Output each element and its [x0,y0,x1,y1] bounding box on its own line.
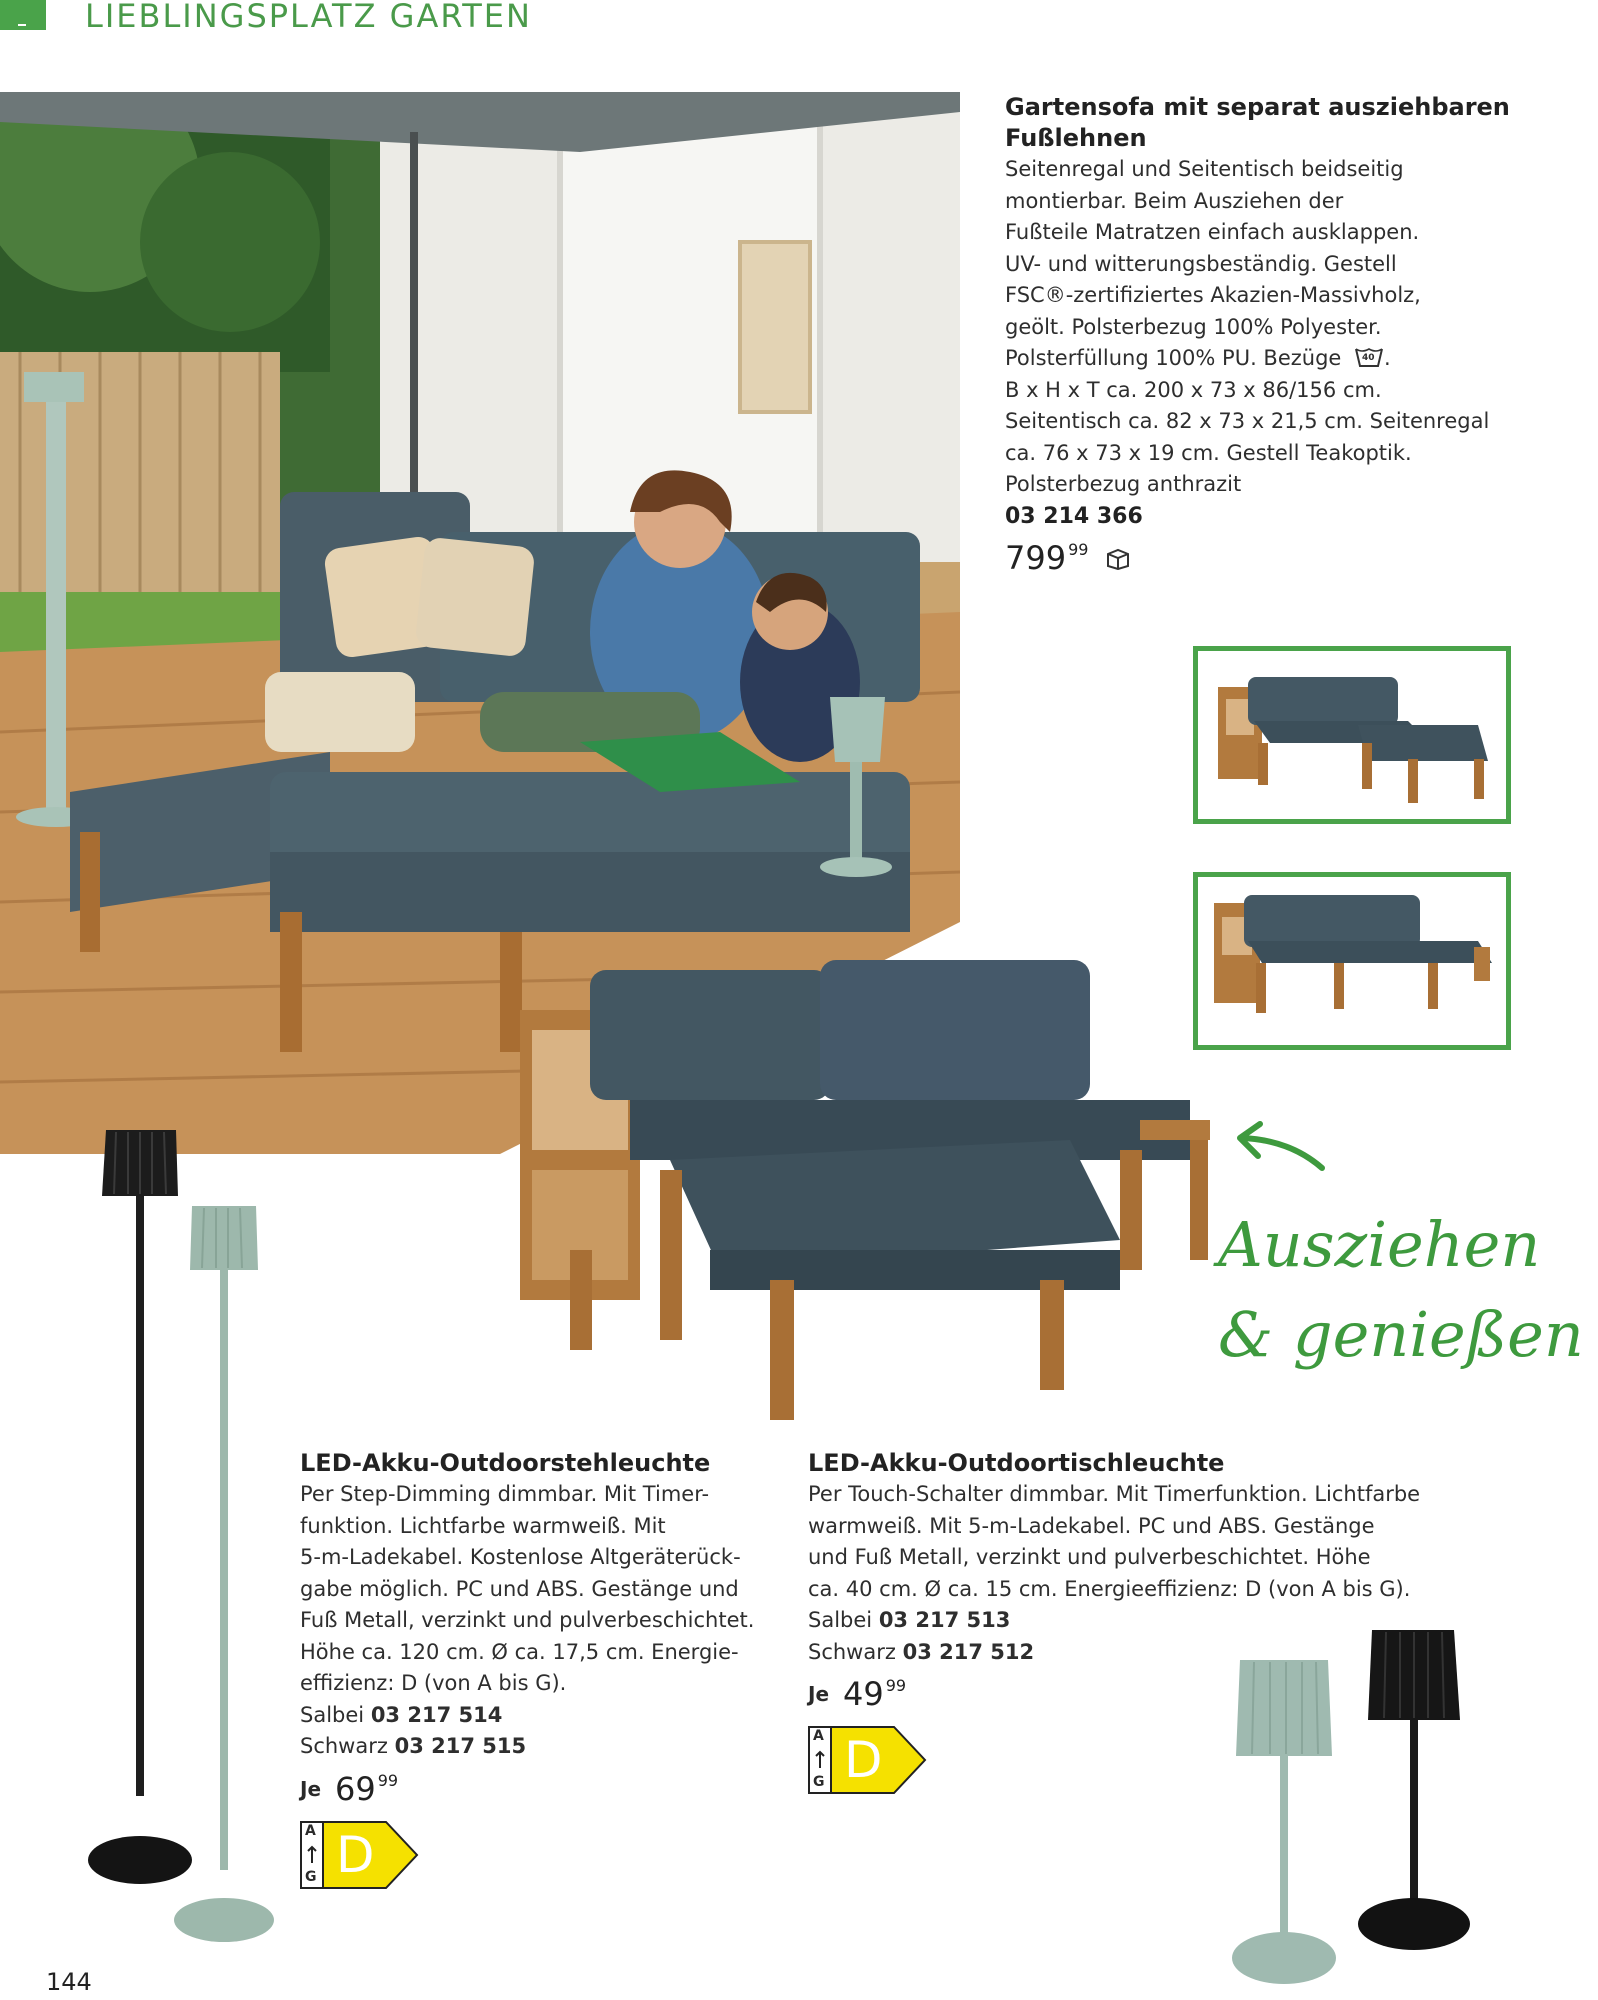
floor-lamp-variant-schwarz [300,1731,780,1763]
section-title: LIEBLINGSPLATZ GARTEN [85,0,532,35]
floor-lamp-price-main: 69 [335,1769,376,1808]
energy-scale-top: A [305,1822,316,1839]
table-lamp-price-cents: 99 [885,1676,907,1695]
sofa-thumbnail-extended [1193,646,1511,824]
sofa-thumbnail-retracted [1193,872,1511,1050]
variant-article-number: 03 217 513 [878,1608,1011,1632]
sofa-desc-line: Seitentisch ca. 82 x 73 x 21,5 cm. Seitenregal [1005,409,1490,433]
floor-lamp-desc-line: Höhe ca. 120 cm. Ø ca. 17,5 cm. Energie- [300,1639,739,1664]
variant-label: Schwarz [808,1639,896,1664]
variant-article-number: 03 217 515 [394,1734,527,1758]
floor-lamp-price [300,1771,780,1807]
floor-lamps-image [80,1120,300,1950]
energy-label-badge [808,1726,928,1794]
sofa-desc-line: UV- und witterungsbeständig. Gestell [1005,251,1397,276]
price-prefix: Je [808,1682,830,1706]
table-lamp-desc-line: und Fuß Metall, verzinkt und pulverbeschichtet. Höhe [808,1545,1371,1569]
sofa-price-main: 799 [1005,538,1067,577]
sofa-price-cents: 99 [1068,539,1089,559]
table-lamp-desc-line: ca. 40 cm. Ø ca. 15 cm. Energieeffizienz: D (von A bis G). [808,1576,1411,1601]
energy-label-badge [300,1821,420,1889]
sofa-desc-line: Polsterbezug anthrazit [1005,472,1242,496]
energy-scale-bottom: G [305,1868,317,1885]
table-lamp-price-main: 49 [843,1675,884,1713]
floor-lamp-desc-line: Fuß Metall, verzinkt und pulverbeschichtet. [300,1608,755,1632]
energy-scale-top: A [813,1728,824,1744]
floor-lamp-desc-line: gabe möglich. PC und ABS. Gestänge und [300,1576,739,1601]
sofa-desc-line: Fußteile Matratzen einfach ausklappen. [1005,220,1420,244]
sofa-desc-line: B x H x T ca. 200 x 73 x 86/156 cm. [1005,377,1382,402]
script-slogan-line2: & genießen [1218,1298,1584,1371]
floor-lamp-desc-line: funktion. Lichtfarbe warmweiß. Mit [300,1513,666,1538]
sofa-desc-line: geölt. Polsterbezug 100% Polyester. [1005,314,1382,339]
sofa-article-number: 03 214 366 [1005,503,1143,529]
sofa-desc-line: Polsterfüllung 100% PU. Bezüge [1005,346,1342,370]
floor-lamp-variant-salbei [300,1700,780,1732]
variant-article-number: 03 217 514 [370,1702,503,1727]
variant-article-number: 03 217 512 [902,1639,1035,1664]
sofa-description [1005,154,1565,501]
floor-lamp-title: LED-Akku-Outdoorstehleuchte [300,1449,711,1477]
sofa-price [1005,540,1565,576]
variant-label: Salbei [808,1608,873,1632]
sofa-cutout-image [500,950,1220,1430]
table-lamp-title: LED-Akku-Outdoortischleuchte [808,1449,1225,1477]
sofa-desc-line-with-icon: Polsterfüllung 100% PU. Bezüge 40 . [1005,346,1391,370]
wash-40-icon [1354,346,1384,368]
variant-label: Salbei [300,1702,365,1727]
energy-class-letter: D [844,1731,883,1789]
floor-lamp-price-cents: 99 [377,1770,399,1790]
floor-lamp-description [300,1479,780,1763]
sofa-title-line1: Gartensofa mit separat ausziehbaren [1005,93,1510,121]
table-lamps-image [1220,1620,1480,1990]
sofa-title-line2: Fußlehnen [1005,124,1147,152]
wash-temperature: 40 [1362,353,1375,363]
arrow-left-icon [1230,1120,1330,1180]
sofa-desc-line: ca. 76 x 73 x 19 cm. Gestell Teakoptik. [1005,440,1412,465]
table-lamp-desc-line: warmweiß. Mit 5-m-Ladekabel. PC und ABS. Gestänge [808,1513,1375,1538]
energy-class-letter: D [336,1825,375,1884]
floor-lamp-desc-line: 5-m-Ladekabel. Kostenlose Altgeräterück- [300,1545,741,1569]
floor-lamp-product-info [300,1448,780,1889]
price-prefix: Je [300,1776,322,1801]
sofa-product-info [1005,92,1565,576]
page-number: 144 [46,1968,92,1996]
script-slogan-line1: Ausziehen [1218,1208,1541,1281]
energy-scale-bottom: G [813,1774,825,1790]
sofa-desc-line: montierbar. Beim Ausziehen der [1005,188,1344,213]
header-tab-mark [18,24,26,26]
floor-lamp-desc-line: effizienz: D (von A bis G). [300,1671,567,1695]
table-lamp-desc-line: Per Touch-Schalter dimmbar. Mit Timerfunktion. Lichtfarbe [808,1482,1421,1506]
sofa-desc-line: Seitenregal und Seitentisch beidseitig [1005,157,1404,181]
variant-label: Schwarz [300,1734,388,1758]
floor-lamp-desc-line: Per Step-Dimming dimmbar. Mit Timer- [300,1482,710,1506]
sofa-desc-line: FSC®-zertifiziertes Akazien-Massivholz, [1005,283,1421,307]
package-icon [1104,548,1132,574]
